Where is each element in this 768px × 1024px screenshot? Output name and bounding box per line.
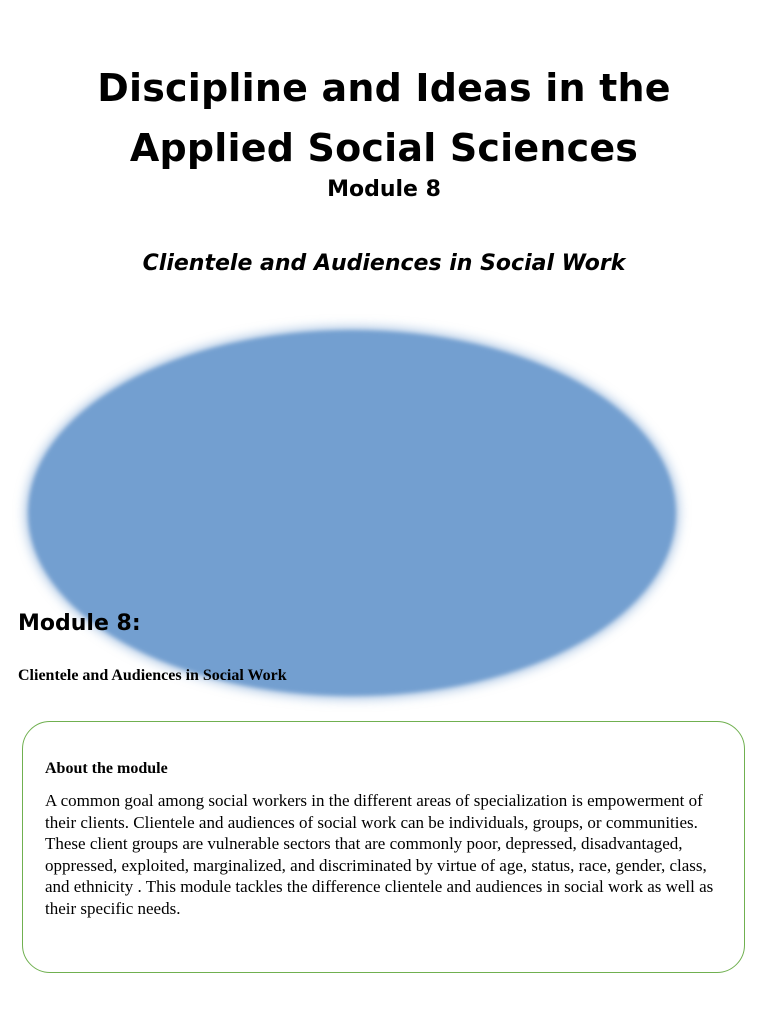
module-subtitle: Clientele and Audiences in Social Work — [142, 251, 626, 276]
module-heading: Module 8: — [18, 611, 141, 636]
about-module-box — [22, 721, 745, 973]
about-body-text: A common goal among social workers in the different areas of specialization is empowerment of their clients. Clientele and audiences of social work can be individuals, groups, or communities. These client groups are vulnerable sectors that are commonly poor, depressed, disadvantaged, oppressed, exploited, marginalized, and discriminated by virtue of age, status, race, gender, class, and ethnicity . This module tackles the difference clientele and audiences in social work as well as their specific needs. — [45, 791, 714, 918]
title-line-2: Applied Social Sciences — [129, 126, 639, 170]
decorative-blue-ellipse — [28, 330, 676, 696]
module-caption: Clientele and Audiences in Social Work — [18, 667, 287, 684]
document-title — [0, 58, 768, 178]
about-heading: About the module — [45, 760, 168, 777]
title-line-1: Discipline and Ideas in the — [97, 66, 671, 110]
module-label: Module 8 — [327, 177, 441, 202]
